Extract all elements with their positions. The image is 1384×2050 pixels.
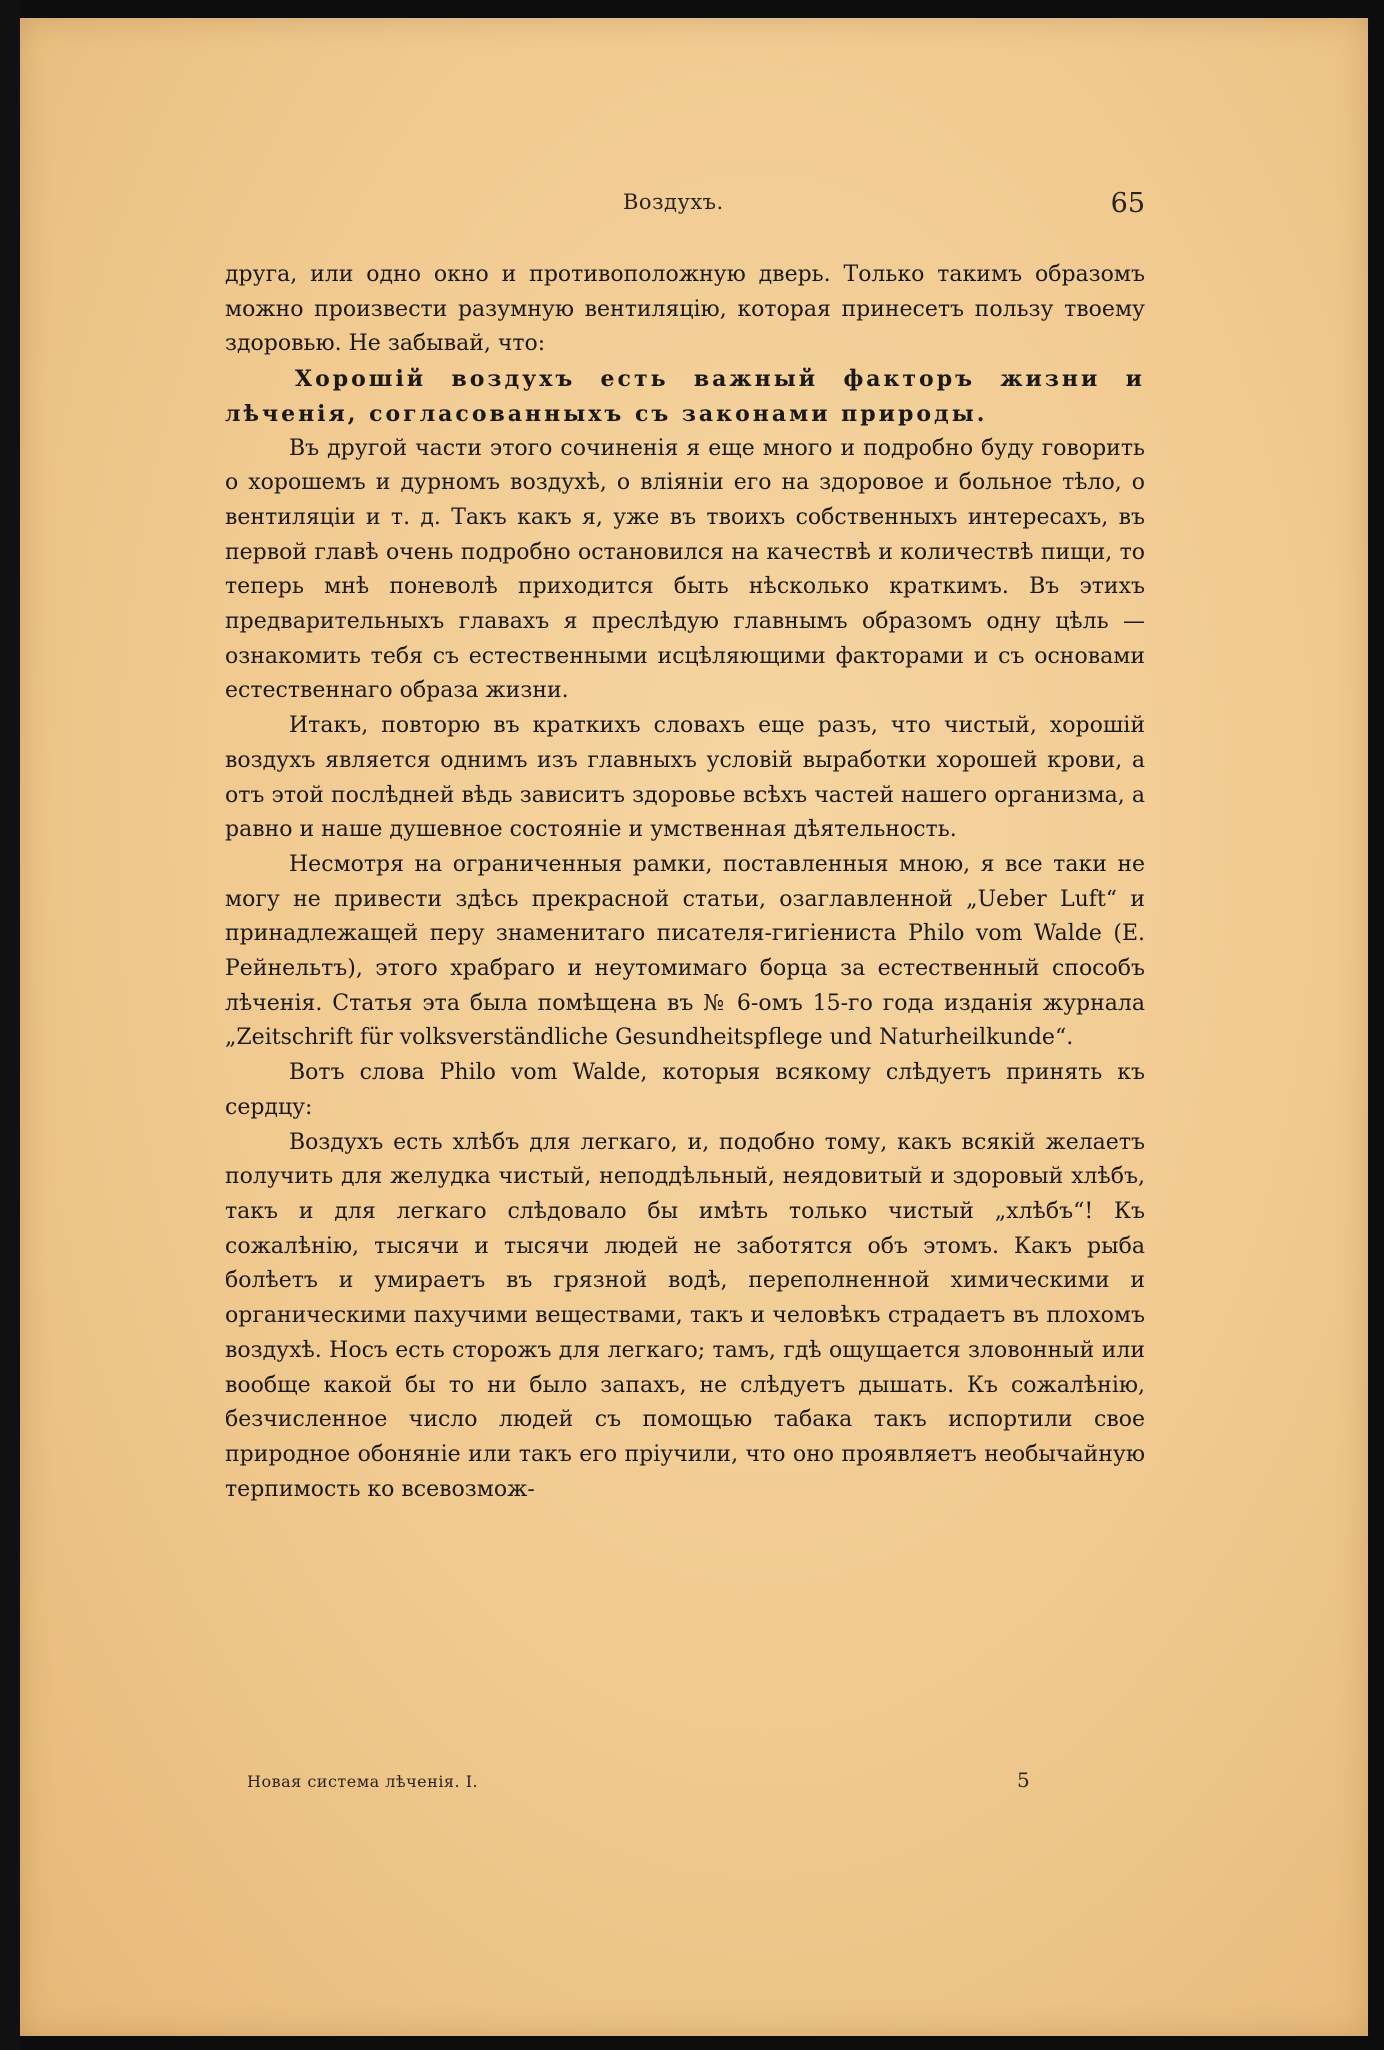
paragraph: друга, или одно окно и противоположную дверь. Только такимъ образомъ можно произвести разумную вентиляцію, которая принесетъ пользу твоему здоровью. Не забывай, что:: [225, 262, 1145, 357]
body-text: [225, 258, 1145, 1507]
signature-mark: 5: [1017, 1768, 1030, 1792]
paragraph: Вотъ слова Philo vom Walde, которыя всякому слѣдуетъ принять къ сердцу:: [225, 1060, 1145, 1120]
footer-book-title: Новая система лѣченія. I.: [247, 1772, 479, 1791]
paragraph: Несмотря на ограниченныя рамки, поставленныя мною, я все таки не могу не привести здѣсь прекрасной статьи, озаглавленной „Ueber Luft“ и принадлежащей перу знаменитаго писателя-гигіениста Philo vom Walde (Е. Рейнельтъ), этого храбраго и неутомимаго борца за естественный способъ лѣченія. Статья эта была помѣщена въ № 6-омъ 15-го года изданія журнала „Zeitschrift für volksverständliche Gesundheitspflege und Naturheilkunde“.: [225, 851, 1145, 1051]
header-title: Воздухъ.: [623, 190, 724, 214]
page-footer: [247, 1768, 1047, 1798]
emphasized-paragraph: Хорошій воздухъ есть важный факторъ жизни и лѣченія, согласованныхъ съ законами природы.: [225, 366, 1145, 427]
paragraph: Воздухъ есть хлѣбъ для легкаго, и, подобно тому, какъ всякій желаетъ получить для желудка чистый, неподдѣльный, неядовитый и здоровый хлѣбъ, такъ и для легкаго слѣдовало бы имѣть только чистый „хлѣбъ“! Къ сожалѣнію, тысячи и тысячи людей не заботятся объ этомъ. Какъ рыба болѣетъ и умираетъ въ грязной водѣ, переполненной химическими и органическими пахучими веществами, такъ и человѣкъ страдаетъ въ плохомъ воздухѣ. Носъ есть сторожъ для легкаго; тамъ, гдѣ ощущается зловонный или вообще какой бы то ни было запахъ, не слѣдуетъ дышать. Къ сожалѣнію, безчисленное число людей съ помощью табака такъ испортили свое природное обоняніе или такъ его пріучили, что оно проявляетъ необычайную терпимость ко всевозмож-: [225, 1129, 1145, 1502]
page-number: 65: [1110, 188, 1145, 219]
scan-edge: [0, 0, 20, 2050]
paragraph: Итакъ, повторю въ краткихъ словахъ еще разъ, что чистый, хорошій воздухъ является однимъ изъ главныхъ условій выработки хорошей крови, а отъ этой послѣдней вѣдь зависитъ здоровье всѣхъ частей нашего организма, а равно и наше душевное состояніе и умственная дѣятельность.: [225, 713, 1145, 843]
paragraph: Въ другой части этого сочиненія я еще много и подробно буду говорить о хорошемъ и дурномъ воздухѣ, о вліяніи его на здоровое и больное тѣло, о вентиляціи и т. д. Такъ какъ я, уже въ твоихъ собственныхъ интересахъ, въ первой главѣ очень подробно остановился на качествѣ и количествѣ пищи, то теперь мнѣ поневолѣ приходится быть нѣсколько краткимъ. Въ этихъ предварительныхъ главахъ я преслѣдую главнымъ образомъ одну цѣль — ознакомить тебя съ естественными исцѣляющими факторами и съ основами естественнаго образа жизни.: [225, 435, 1145, 704]
running-header: [225, 190, 1145, 224]
